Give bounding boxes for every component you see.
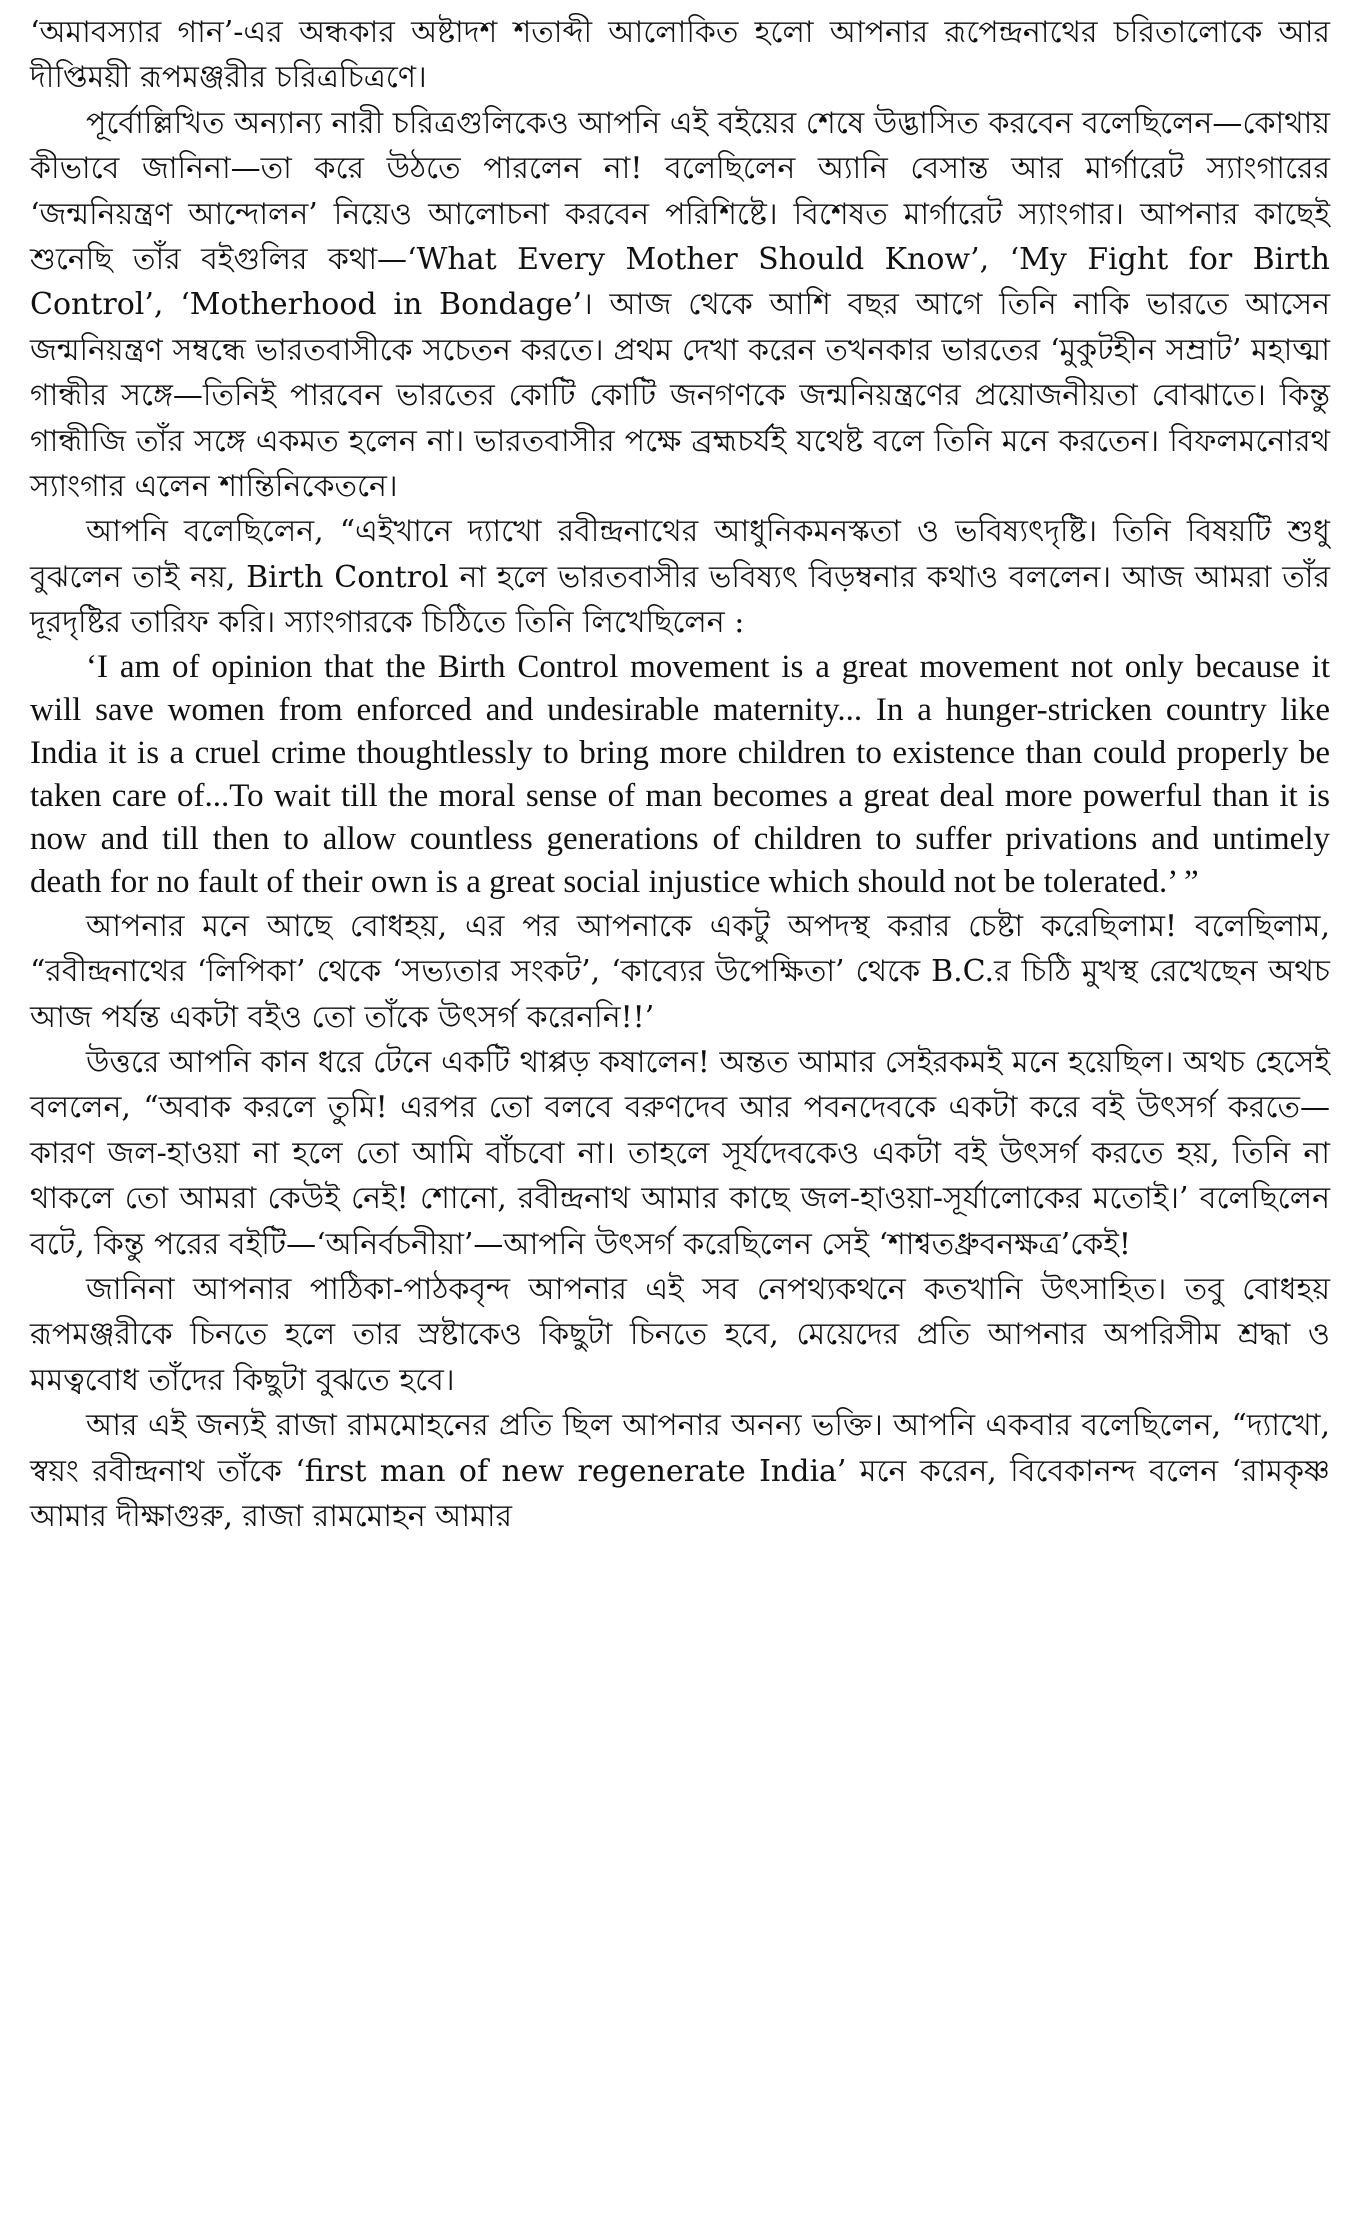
paragraph-3: আপনি বলেছিলেন, “এইখানে দ্যাখো রবীন্দ্রনাথের আধুনিকমনস্কতা ও ভবিষ্যৎদৃষ্টি। তিনি বিষয়টি শুধু বুঝলেন তাই নয়, Birth Control না হলে ভারতবাসীর ভবিষ্যৎ বিড়ম্বনার কথাও বললেন। আজ আমরা তাঁর দূরদৃষ্টির তারিফ করি। স্যাংগারকে চিঠিতে তিনি লিখেছিলেন : [30,514,1330,641]
paragraph-5: উত্তরে আপনি কান ধরে টেনে একটি থাপ্পড় কষালেন! অন্তত আমার সেইরকমই মনে হয়েছিল। অথচ হেসেই বললেন, “অবাক করলে তুমি! এরপর তো বলবে বরুণদেব আর পবনদেবকে একটা করে বই উৎসর্গ করতে—কারণ জল-হাওয়া না হলে তো আমি বাঁচবো না। তাহলে সূর্যদেবকেও একটা বই উৎসর্গ করতে হয়, তিনি না থাকলে তো আমরা কেউই নেই! শোনো, রবীন্দ্রনাথ আমার কাছে জল-হাওয়া-সূর্যালোকের মতোই।’ বলেছিলেন বটে, কিন্তু পরের বইটি—‘অনির্বচনীয়া’—আপনি উৎসর্গ করেছিলেন সেই ‘শাশ্বতধ্রুবনক্ষত্র’কেই! [30,1044,1330,1262]
paragraph-6: জানিনা আপনার পাঠিকা-পাঠকবৃন্দ আপনার এই সব নেপথ্যকথনে কতখানি উৎসাহিত। তবু বোধহয় রূপমঞ্জরীকে চিনতে হলে তার স্রষ্টাকেও কিছুটা চিনতে হবে, মেয়েদের প্রতি আপনার অপরিসীম শ্রদ্ধা ও মমত্ববোধ তাঁদের কিছুটা বুঝতে হবে। [30,1271,1330,1398]
paragraph-7: আর এই জন্যই রাজা রামমোহনের প্রতি ছিল আপনার অনন্য ভক্তি। আপনি একবার বলেছিলেন, “দ্যাখো, স্বয়ং রবীন্দ্রনাথ তাঁকে ‘first man of new regenerate India’ মনে করেন, বিবেকানন্দ বলেন ‘রামকৃষ্ণ আমার দীক্ষাগুরু, রাজা রামমোহন আমার [30,1408,1330,1534]
paragraph-4: আপনার মনে আছে বোধহয়, এর পর আপনাকে একটু অপদস্থ করার চেষ্টা করেছিলাম! বলেছিলাম, “রবীন্দ্রনাথের ‘লিপিকা’ থেকে ‘সভ্যতার সংকট’, ‘কাব্যের উপেক্ষিতা’ থেকে B.C.র চিঠি মুখস্থ রেখেছেন অথচ আজ পর্যন্ত একটা বইও তো তাঁকে উৎসর্গ করেননি!!’ [30,908,1330,1035]
paragraph-1: ‘অমাবস্যার গান’-এর অন্ধকার অষ্টাদশ শতাব্দী আলোকিত হলো আপনার রূপেন্দ্রনাথের চরিতালোকে আর দীপ্তিময়ী রূপমঞ্জরীর চরিত্রচিত্রণে। [30,15,1330,96]
english-quote-block: ‘I am of opinion that the Birth Control movement is a great movement not only because it will save women from enforced and undesirable maternity... In a hunger-stricken country like India it is a cruel crime thoughtlessly to bring more children to existence than could properly be taken care of...To wait till the moral sense of man becomes a great deal more powerful than it is now and till then to allow countless generations of children to suffer privations and untimely death for no fault of their own is a great social injustice which should not be tolerated.’ ” [30,648,1330,900]
paragraph-2: পূর্বোল্লিখিত অন্যান্য নারী চরিত্রগুলিকেও আপনি এই বইয়ের শেষে উদ্ভাসিত করবেন বলেছিলেন—কোথায় কীভাবে জানিনা—তা করে উঠতে পারলেন না! বলেছিলেন অ্যানি বেসান্ত আর মার্গারেট স্যাংগারের ‘জন্মনিয়ন্ত্রণ আন্দোলন’ নিয়েও আলোচনা করবেন পরিশিষ্টে। বিশেষত মার্গারেট স্যাংগার। আপনার কাছেই শুনেছি তাঁর বইগুলির কথা—‘What Every Mother Should Know’, ‘My Fight for Birth Control’, ‘Motherhood in Bondage’। আজ থেকে আশি বছর আগে তিনি নাকি ভারতে আসেন জন্মনিয়ন্ত্রণ সম্বন্ধে ভারতবাসীকে সচেতন করতে। প্রথম দেখা করেন তখনকার ভারতের ‘মুকুটহীন সম্রাট’ মহাত্মা গান্ধীর সঙ্গে—তিনিই পারবেন ভারতের কোটি কোটি জনগণকে জন্মনিয়ন্ত্রণের প্রয়োজনীয়তা বোঝাতে। কিন্তু গান্ধীজি তাঁর সঙ্গে একমত হলেন না। ভারতবাসীর পক্ষে ব্রহ্মচর্যই যথেষ্ট বলে তিনি মনে করতেন। বিফলমনোরথ স্যাংগার এলেন শান্তিনিকেতনে। [30,105,1330,505]
book-page [30,10,1330,2220]
